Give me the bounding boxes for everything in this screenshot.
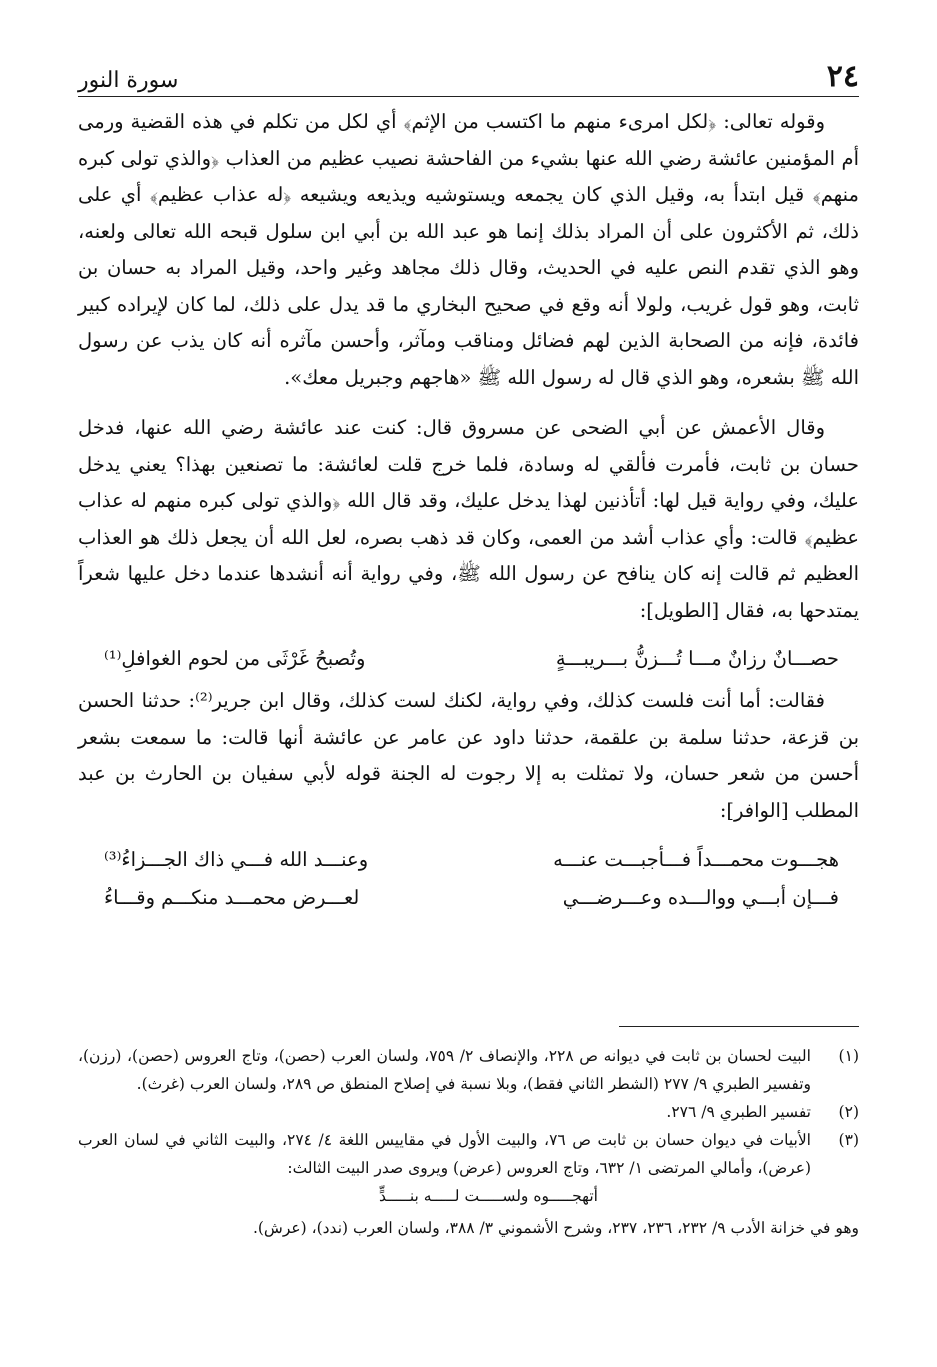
paragraph-2: وقال الأعمش عن أبي الضحى عن مسروق قال: كنت عند عائشة رضي الله عنها، فدخل حسان بن ثابت، فأمرت فألقي له وسادة، فلما خرج قلت لعائشة: ما تصنعين بهذا؟ يعني يدخل عليك، وفي رواية قيل لها: أتأذنين لهذا يدخل عليك، وقد قال الله ﴿والذي تولى كبره منهم له عذاب عظيم﴾ قالت: وأي عذاب أشد من العمى، وكان قد ذهب بصره، لعل الله أن يجعل ذلك هو العذاب العظيم ثم قالت إنه كان ينافح عن رسول الله ﷺ، وفي رواية أنه أنشدها عندما دخل عليها شعراً يمتدحها به، فقال [الطويل]: <box>78 416 859 622</box>
verse-second-hemistich: وعنـــد الله فـــي ذاك الجـــزاءُ⁽³⁾ <box>104 848 369 871</box>
verse-line <box>78 879 859 917</box>
footnote-number: (٢) <box>838 1103 859 1121</box>
verse-block <box>78 841 859 917</box>
footnote-2 <box>78 1098 859 1126</box>
footnote-text: تفسير الطبري ٩/ ٢٧٦. <box>666 1103 811 1121</box>
page-number: ٢٤ <box>826 59 859 94</box>
verse-first-hemistich: هجـــوت محمـــداً فـــأجبـــت عنـــه <box>553 848 839 871</box>
footnote-1 <box>78 1042 859 1098</box>
verse-second-hemistich: وتُصبحُ غَرْثَى من لحوم الغوافلِ⁽¹⁾ <box>104 647 366 670</box>
footnote-verse: أتهجـــــوه ولســـــت لـــــه بنـــــدٍّ <box>379 1187 598 1205</box>
paragraph-1: وقوله تعالى: ﴿لكل امرىء منهم ما اكتسب من الإثم﴾ أي لكل من تكلم في هذه القضية ورمى أم المؤمنين عائشة رضي الله عنها بشيء من الفاحشة نصيب عظيم من العذاب ﴿والذي تولى كبره منهم﴾ قيل ابتدأ به، وقيل الذي كان يجمعه ويستوشيه ويذيعه ويشيعه ﴿له عذاب عظيم﴾ أي على ذلك، ثم الأكثرون على أن المراد بذلك إنما هو عبد الله بن أبي ابن سلول قبحه الله تعالى ولعنه، وهو الذي تقدم النص عليه في الحديث، وقال ذلك مجاهد وغير واحد، وقيل المراد به حسان بن ثابت، وهو قول غريب، ولولا أنه وقع في صحيح البخاري ما قد يدل على ذلك، لما كان لإيراده كبير فائدة، فإنه من الصحابة الذين لهم فضائل ومناقب ومآثر، وأحسن مآثره أنه كان يذب عن رسول الله ﷺ بشعره، وهو الذي قال له رسول الله ﷺ «هاجهم وجبريل معك». <box>78 110 859 389</box>
footnote-text: البيت لحسان بن ثابت في ديوانه ص ٢٢٨، والإنصاف ٢/ ٧٥٩، ولسان العرب (حصن)، وتاج العروس (حصن)، (رزن)، وتفسير الطبري ٩/ ٢٧٧ (الشطر الثاني فقط)، وبلا نسبة في إصلاح المنطق ص ٢٨٩، ولسان العرب (غرث). <box>78 1047 811 1093</box>
verse-first-hemistich: فـــإن أبـــي ووالـــده وعـــرضـــي <box>562 886 839 909</box>
verse-line <box>78 841 859 879</box>
footnotes <box>78 1042 859 1242</box>
verse-line <box>78 641 859 677</box>
footnote-continuation: وهو في خزانة الأدب ٩/ ٢٣٢، ٢٣٦، ٢٣٧، وشرح الأشموني ٣/ ٣٨٨، ولسان العرب (ندد)، (عرش). <box>252 1219 859 1237</box>
main-text <box>78 104 859 917</box>
surah-name: سورة النور <box>78 68 179 93</box>
page-header <box>78 52 859 97</box>
verse-first-hemistich: حصـــانٌ رزانٌ مـــا تُـــزنُّ بـــريبـــةٍ <box>555 647 839 670</box>
footnote-text: الأبيات في ديوان حسان بن ثابت ص ٧٦، والبيت الأول في مقاييس اللغة ٤/ ٢٧٤، والبيت الثاني في لسان العرب (عرض)، وأمالي المرتضى ١/ ٦٣٢، وتاج العروس (عرض) ويروى صدر البيت الثالث: <box>78 1131 811 1177</box>
footnote-number: (١) <box>838 1047 859 1065</box>
paragraph-3: فقالت: أما أنت فلست كذلك، وفي رواية، لكنك لست كذلك، وقال ابن جرير⁽²⁾: حدثنا الحسن بن قزعة، حدثنا سلمة بن علقمة، حدثنا داود عن عامر عن عائشة أنها قالت: ما سمعت بشعر أحسن من شعر حسان، ولا تمثلت به إلا رجوت له الجنة قوله لأبي سفيان بن الحارث بن عبد المطلب [الوافر]: <box>78 689 859 822</box>
footnote-number: (٣) <box>838 1131 859 1149</box>
verse-second-hemistich: لعـــرض محمـــد منكـــم وقـــاءُ <box>104 886 360 909</box>
footnote-divider <box>619 1026 859 1027</box>
footnote-3 <box>78 1126 859 1182</box>
